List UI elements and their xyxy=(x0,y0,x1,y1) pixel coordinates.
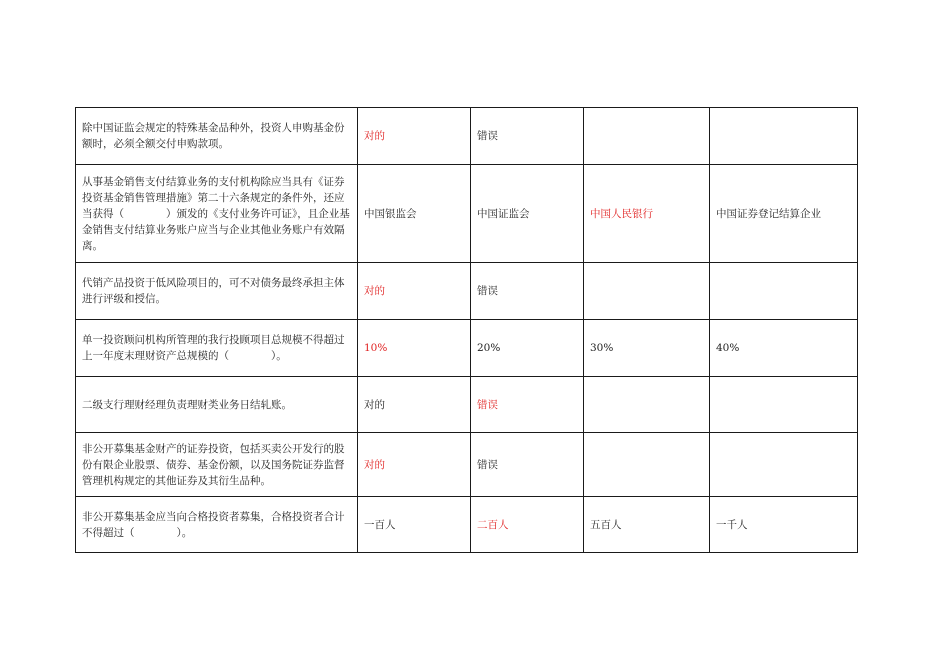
option-cell: 错误 xyxy=(471,263,584,320)
option-cell xyxy=(710,263,858,320)
option-cell xyxy=(710,433,858,497)
table-row xyxy=(76,320,858,377)
option-cell: 一千人 xyxy=(710,497,858,553)
option-cell: 中国证监会 xyxy=(471,165,584,263)
option-cell: 二百人 xyxy=(471,497,584,553)
option-cell xyxy=(710,108,858,165)
table-row xyxy=(76,433,858,497)
option-cell xyxy=(584,377,710,433)
table-row xyxy=(76,165,858,263)
question-cell: 除中国证监会规定的特殊基金品种外，投资人申购基金份额时，必须全额交付申购款项。 xyxy=(76,108,358,165)
option-cell xyxy=(584,263,710,320)
option-cell xyxy=(584,108,710,165)
option-cell: 错误 xyxy=(471,433,584,497)
question-cell: 非公开募集基金应当向合格投资者募集，合格投资者合计不得超过（ ）。 xyxy=(76,497,358,553)
option-cell: 错误 xyxy=(471,108,584,165)
option-cell: 对的 xyxy=(358,108,471,165)
option-cell: 40% xyxy=(710,320,858,377)
table-row xyxy=(76,108,858,165)
table-row xyxy=(76,497,858,553)
option-cell: 中国银监会 xyxy=(358,165,471,263)
option-cell xyxy=(584,433,710,497)
option-cell xyxy=(710,377,858,433)
table-row xyxy=(76,263,858,320)
option-cell: 对的 xyxy=(358,433,471,497)
quiz-table-body xyxy=(76,108,858,553)
option-cell: 中国证券登记结算企业 xyxy=(710,165,858,263)
table-row xyxy=(76,377,858,433)
option-cell: 对的 xyxy=(358,377,471,433)
question-cell: 单一投资顾问机构所管理的我行投顾项目总规模不得超过上一年度末理财资产总规模的（ ）。 xyxy=(76,320,358,377)
question-cell: 从事基金销售支付结算业务的支付机构除应当具有《证券投资基金销售管理措施》第二十六条规定的条件外，还应当获得（ ）颁发的《支付业务许可证》，且企业基金销售支付结算业务账户应当与企业其他业务账户有效隔离。 xyxy=(76,165,358,263)
option-cell: 10% xyxy=(358,320,471,377)
option-cell: 一百人 xyxy=(358,497,471,553)
option-cell: 五百人 xyxy=(584,497,710,553)
option-cell: 中国人民银行 xyxy=(584,165,710,263)
option-cell: 20% xyxy=(471,320,584,377)
option-cell: 30% xyxy=(584,320,710,377)
quiz-table xyxy=(75,107,858,553)
option-cell: 对的 xyxy=(358,263,471,320)
question-cell: 二级支行理财经理负责理财类业务日结轧账。 xyxy=(76,377,358,433)
question-cell: 非公开募集基金财产的证券投资，包括买卖公开发行的股份有限企业股票、债券、基金份额，以及国务院证券监督管理机构规定的其他证券及其衍生品种。 xyxy=(76,433,358,497)
question-cell: 代销产品投资于低风险项目的，可不对债务最终承担主体进行评级和授信。 xyxy=(76,263,358,320)
option-cell: 错误 xyxy=(471,377,584,433)
